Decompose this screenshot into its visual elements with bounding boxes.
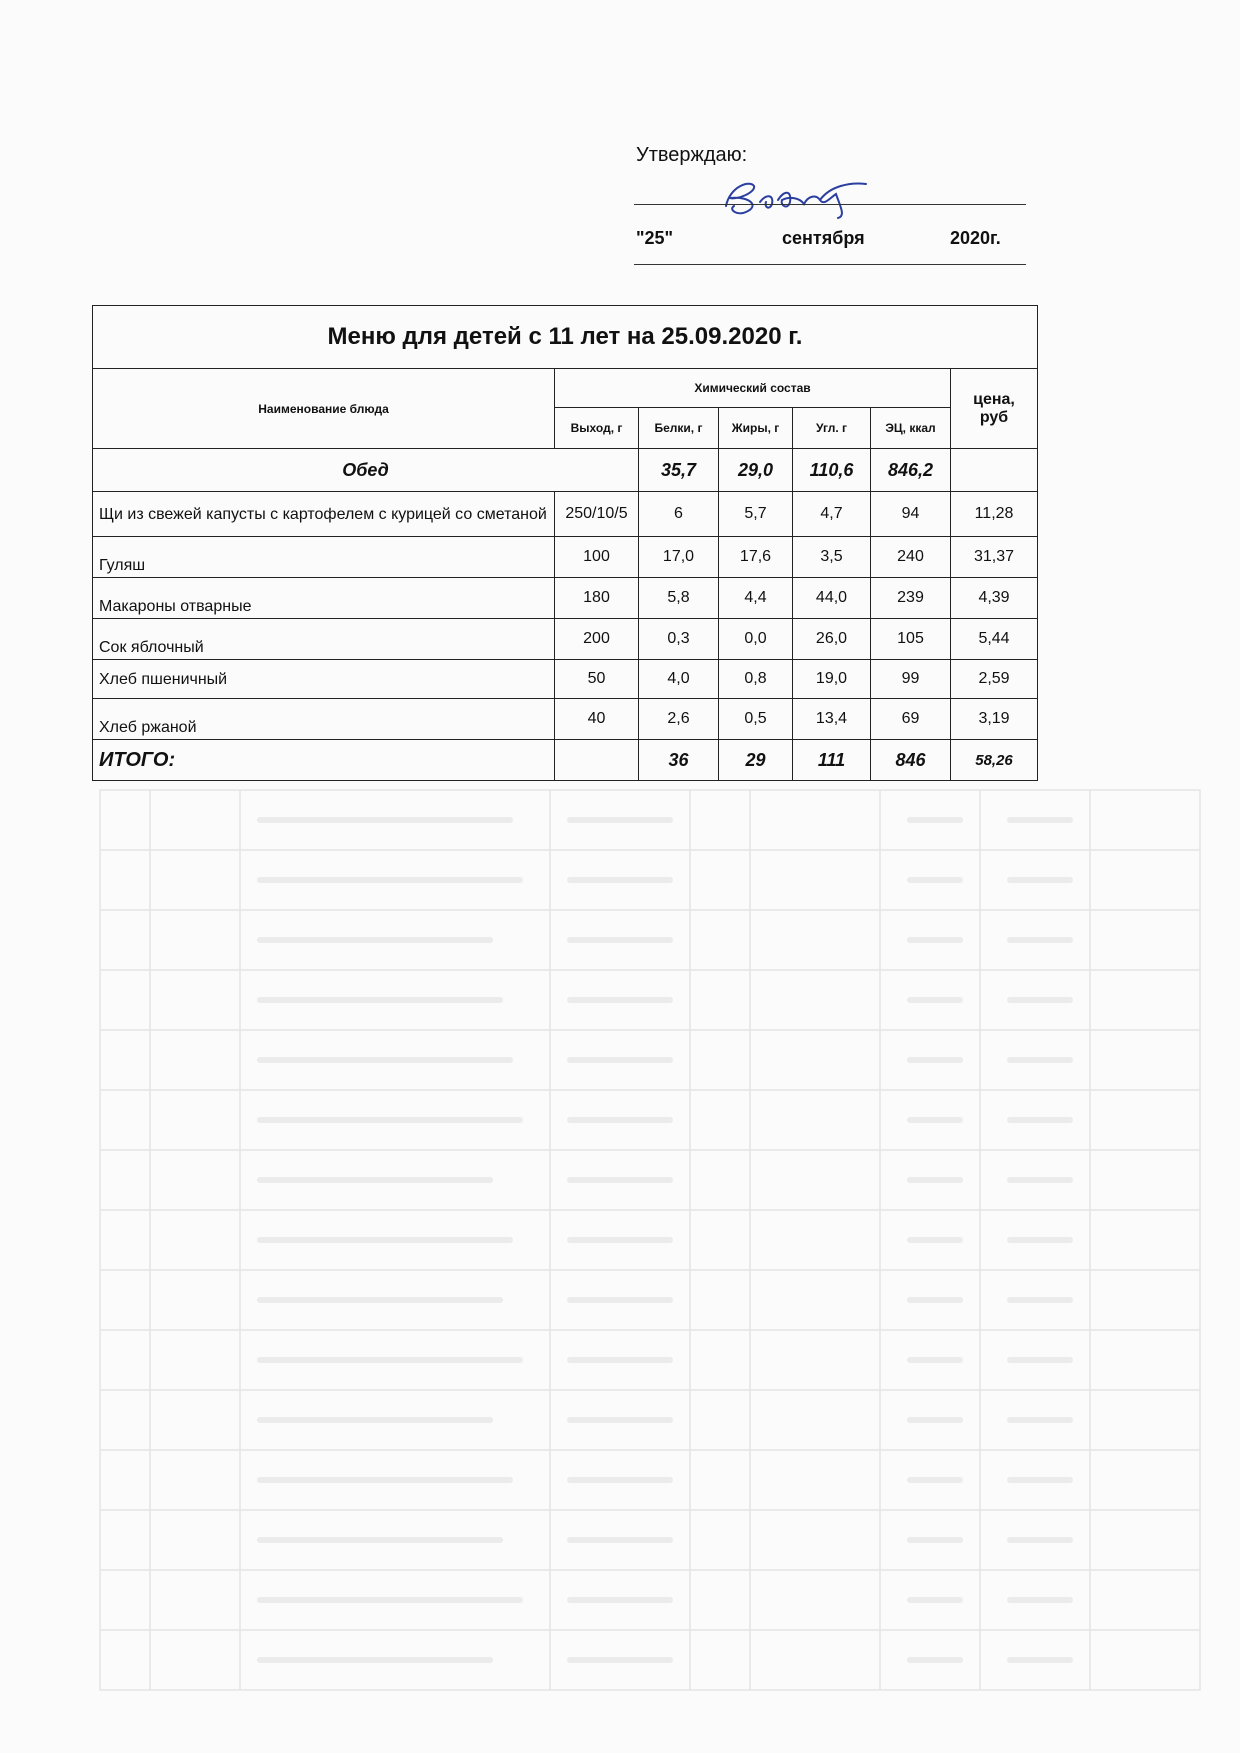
- dish-fat: 0,8: [719, 660, 793, 699]
- dish-price: 4,39: [951, 578, 1038, 619]
- dish-carbs: 44,0: [793, 578, 871, 619]
- dish-carbs: 4,7: [793, 492, 871, 537]
- dish-yield: 200: [555, 619, 639, 660]
- table-row: [93, 578, 1038, 619]
- approval-year: 2020г.: [950, 228, 1001, 248]
- section-protein: 35,7: [639, 449, 719, 492]
- approval-label: Утверждаю:: [636, 144, 748, 166]
- total-fat: 29: [719, 740, 793, 781]
- dish-carbs: 19,0: [793, 660, 871, 699]
- section-price: [951, 449, 1038, 492]
- section-row: [93, 449, 1038, 492]
- dish-price: 2,59: [951, 660, 1038, 699]
- section-fat: 29,0: [719, 449, 793, 492]
- table-row: [93, 660, 1038, 699]
- total-label: ИТОГО:: [93, 740, 555, 781]
- total-price: 58,26: [951, 740, 1038, 781]
- header-fat: Жиры, г: [719, 408, 793, 449]
- dish-yield: 40: [555, 699, 639, 740]
- section-name: Обед: [93, 449, 639, 492]
- dish-fat: 4,4: [719, 578, 793, 619]
- dish-protein: 6: [639, 492, 719, 537]
- dish-fat: 0,0: [719, 619, 793, 660]
- total-energy: 846: [871, 740, 951, 781]
- menu-title: Меню для детей с 11 лет на 25.09.2020 г.: [93, 306, 1038, 369]
- reverse-side-bleed-through: [90, 740, 1210, 1720]
- approval-month: сентября: [782, 228, 865, 248]
- header-protein: Белки, г: [639, 408, 719, 449]
- total-carbs: 111: [793, 740, 871, 781]
- dish-price: 3,19: [951, 699, 1038, 740]
- dish-name: Хлеб ржаной: [93, 699, 555, 740]
- date-line: [634, 264, 1026, 265]
- total-protein: 36: [639, 740, 719, 781]
- dish-carbs: 3,5: [793, 537, 871, 578]
- dish-yield: 250/10/5: [555, 492, 639, 537]
- section-energy: 846,2: [871, 449, 951, 492]
- dish-name: Макароны отварные: [93, 578, 555, 619]
- section-carbs: 110,6: [793, 449, 871, 492]
- dish-name: Сок яблочный: [93, 619, 555, 660]
- dish-energy: 240: [871, 537, 951, 578]
- total-yield: [555, 740, 639, 781]
- approval-day: "25": [636, 228, 674, 248]
- dish-name: Гуляш: [93, 537, 555, 578]
- table-row: [93, 699, 1038, 740]
- dish-name: Хлеб пшеничный: [93, 660, 555, 699]
- dish-fat: 0,5: [719, 699, 793, 740]
- dish-yield: 100: [555, 537, 639, 578]
- dish-fat: 17,6: [719, 537, 793, 578]
- signature-line: [634, 204, 1026, 205]
- table-row: [93, 492, 1038, 537]
- header-energy: ЭЦ, ккал: [871, 408, 951, 449]
- dish-energy: 99: [871, 660, 951, 699]
- table-row: [93, 537, 1038, 578]
- dish-fat: 5,7: [719, 492, 793, 537]
- dish-energy: 69: [871, 699, 951, 740]
- header-carbs: Угл. г: [793, 408, 871, 449]
- dish-energy: 239: [871, 578, 951, 619]
- header-price: цена, руб: [951, 369, 1038, 449]
- dish-yield: 180: [555, 578, 639, 619]
- dish-yield: 50: [555, 660, 639, 699]
- dish-name: Щи из свежей капусты с картофелем с курицей со сметаной: [93, 492, 555, 537]
- handwritten-signature: [720, 176, 870, 220]
- table-row: [93, 619, 1038, 660]
- dish-carbs: 26,0: [793, 619, 871, 660]
- header-chem: Химический состав: [555, 369, 951, 408]
- dish-protein: 0,3: [639, 619, 719, 660]
- menu-table: [92, 305, 1038, 781]
- dish-protein: 2,6: [639, 699, 719, 740]
- header-dish: Наименование блюда: [93, 369, 555, 449]
- dish-protein: 17,0: [639, 537, 719, 578]
- dish-price: 5,44: [951, 619, 1038, 660]
- header-yield: Выход, г: [555, 408, 639, 449]
- dish-protein: 5,8: [639, 578, 719, 619]
- dish-protein: 4,0: [639, 660, 719, 699]
- dish-price: 11,28: [951, 492, 1038, 537]
- dish-carbs: 13,4: [793, 699, 871, 740]
- total-row: [93, 740, 1038, 781]
- dish-energy: 94: [871, 492, 951, 537]
- dish-energy: 105: [871, 619, 951, 660]
- dish-price: 31,37: [951, 537, 1038, 578]
